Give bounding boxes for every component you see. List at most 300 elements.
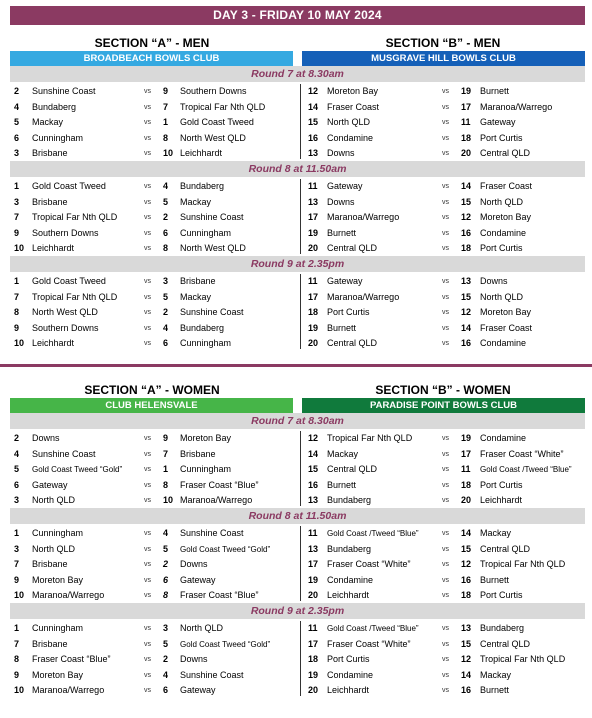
team-name: Brisbane (32, 196, 68, 207)
team-number: 8 (14, 654, 20, 664)
team-number: 1 (163, 117, 169, 127)
team-number: 2 (163, 654, 169, 664)
team-number: 4 (163, 528, 169, 538)
team-number: 18 (461, 243, 472, 253)
team-name: Gateway (327, 181, 363, 191)
match-row (301, 115, 586, 131)
team-name: Maranoa/Warrego (327, 291, 400, 302)
team-number: 19 (461, 433, 472, 443)
match-row (301, 336, 586, 352)
match-row (10, 637, 295, 653)
section-a-games (10, 274, 295, 352)
team-number: 1 (14, 276, 20, 286)
team-name: Downs (180, 654, 208, 664)
team-name: Sunshine Coast (180, 212, 244, 222)
versus-label: vs (442, 103, 449, 111)
round-games (10, 429, 585, 508)
versus-label: vs (144, 340, 151, 347)
team-number: 3 (14, 148, 20, 158)
match-row (301, 290, 586, 306)
team-name: Brisbane (32, 638, 68, 649)
team-number: 15 (461, 291, 472, 302)
versus-label: vs (442, 198, 449, 206)
section-a-games (10, 526, 295, 604)
versus-label: vs (144, 293, 151, 301)
team-number: 17 (461, 448, 472, 459)
team-number: 3 (163, 623, 169, 633)
match-row (10, 131, 295, 147)
team-number: 20 (461, 148, 472, 158)
team-number: 18 (461, 590, 472, 600)
team-name: Central QLD (327, 464, 378, 474)
section-a-games (10, 431, 295, 509)
team-number: 7 (14, 212, 20, 222)
section-b-games (300, 431, 586, 506)
team-name: Gateway (32, 479, 68, 490)
versus-label: vs (144, 278, 151, 285)
team-name: North QLD (327, 117, 371, 127)
team-name: Condamine (327, 669, 374, 680)
team-name: Tropical Far Nth QLD (180, 101, 266, 112)
versus-label: vs (442, 309, 449, 316)
match-row (10, 447, 295, 463)
round-header: Round 8 at 11.50am (10, 161, 585, 177)
team-number: 5 (163, 543, 169, 554)
versus-label: vs (442, 183, 449, 190)
versus-label: vs (442, 229, 449, 237)
match-row (301, 573, 586, 589)
team-name: Moreton Bay (180, 433, 232, 443)
match-row (301, 210, 586, 226)
team-name: North West QLD (180, 243, 246, 253)
team-name: Sunshine Coast (32, 86, 96, 96)
team-number: 7 (163, 101, 169, 112)
team-name: Maranoa/Warrego (32, 590, 105, 600)
match-row (10, 84, 295, 100)
team-name: Fraser Coast (480, 181, 533, 191)
versus-label: vs (442, 640, 449, 648)
section-b-games (300, 274, 586, 349)
team-number: 10 (14, 338, 25, 348)
team-number: 2 (14, 86, 20, 96)
team-name: Bundaberg (180, 322, 225, 333)
versus-label: vs (442, 592, 449, 599)
team-name: Gateway (480, 117, 516, 127)
team-number: 1 (14, 528, 20, 538)
versus-label: vs (442, 497, 449, 504)
team-name: Condamine (480, 227, 527, 238)
match-row (301, 493, 586, 509)
team-name: Sunshine Coast (180, 307, 244, 317)
team-name: Bundaberg (32, 101, 77, 112)
team-number: 4 (163, 181, 169, 191)
team-number: 19 (461, 86, 472, 96)
versus-label: vs (144, 150, 151, 157)
team-name: Condamine (327, 574, 374, 585)
team-number: 14 (461, 669, 472, 680)
team-name: Brisbane (180, 448, 216, 459)
team-name: Brisbane (180, 276, 216, 286)
team-name: Maranoa/Warrego (180, 495, 253, 505)
section-b-games (300, 621, 586, 696)
match-row (10, 526, 295, 542)
team-number: 15 (461, 638, 472, 649)
team-name: Central QLD (480, 148, 531, 158)
team-number: 5 (14, 117, 20, 127)
team-number: 14 (461, 528, 472, 538)
match-row (10, 621, 295, 637)
team-name: Moreton Bay (480, 307, 532, 317)
versus-label: vs (442, 293, 449, 301)
team-name: Mackay (180, 196, 212, 207)
team-name: North QLD (32, 543, 76, 554)
team-name: Cunningham (32, 132, 84, 143)
round-games (10, 272, 585, 351)
team-number: 14 (308, 101, 319, 112)
section-titles (10, 35, 585, 51)
section-b-title: SECTION “B” - WOMEN (375, 383, 511, 397)
match-row (301, 431, 586, 447)
versus-label: vs (442, 214, 449, 221)
versus-label: vs (442, 576, 449, 584)
versus-label: vs (144, 671, 151, 679)
section-a-club: BROADBEACH BOWLS CLUB (10, 51, 293, 66)
team-number: 10 (163, 495, 174, 505)
versus-label: vs (144, 576, 151, 584)
team-number: 13 (308, 543, 319, 554)
team-number: 8 (163, 479, 169, 490)
team-name: Cunningham (180, 227, 232, 238)
team-number: 8 (163, 132, 169, 143)
team-name: Sunshine Coast (180, 528, 244, 538)
versus-label: vs (144, 640, 151, 648)
versus-label: vs (144, 545, 151, 553)
team-name: Bundaberg (327, 495, 372, 505)
section-b-games (300, 179, 586, 254)
round-header: Round 7 at 8.30am (10, 413, 585, 429)
team-name: Cunningham (32, 528, 84, 538)
team-name: Sunshine Coast (180, 669, 244, 680)
team-name: Port Curtis (480, 479, 523, 490)
versus-label: vs (144, 497, 151, 504)
team-name: Condamine (480, 338, 527, 348)
team-name: Central QLD (480, 543, 531, 554)
match-row (301, 100, 586, 116)
team-name: Moreton Bay (32, 574, 84, 585)
versus-label: vs (144, 466, 151, 473)
match-row (301, 478, 586, 494)
team-name: Condamine (480, 433, 527, 443)
match-row (301, 447, 586, 463)
versus-label: vs (442, 625, 449, 632)
team-number: 16 (308, 132, 319, 143)
team-number: 15 (461, 196, 472, 207)
section-a-title: SECTION “A” - MEN (94, 36, 210, 50)
versus-label: vs (442, 545, 449, 553)
match-row (10, 195, 295, 211)
match-row (301, 637, 586, 653)
team-number: 16 (461, 574, 472, 585)
round-header: Round 7 at 8.30am (10, 66, 585, 82)
match-row (10, 321, 295, 337)
team-number: 4 (163, 669, 169, 680)
team-number: 20 (308, 590, 319, 600)
match-row (10, 226, 295, 242)
team-name: Maranoa/Warrego (480, 101, 553, 112)
team-number: 18 (461, 479, 472, 490)
versus-label: vs (442, 481, 449, 489)
team-number: 13 (308, 148, 319, 158)
versus-label: vs (442, 656, 449, 663)
team-number: 15 (308, 117, 319, 127)
team-number: 2 (163, 212, 169, 222)
match-row (10, 146, 295, 162)
team-name: Southern Downs (32, 227, 99, 238)
team-name: Fraser Coast “Blue” (180, 590, 259, 600)
team-name: Downs (32, 433, 60, 443)
versus-label: vs (144, 183, 151, 190)
team-number: 6 (163, 685, 169, 695)
versus-label: vs (144, 687, 151, 694)
team-name: Downs (480, 276, 508, 286)
team-number: 17 (308, 291, 319, 302)
versus-label: vs (144, 625, 151, 632)
team-name: Tropical Far Nth QLD (327, 433, 413, 443)
match-row (10, 668, 295, 684)
team-name: Burnett (327, 479, 357, 490)
team-number: 20 (308, 338, 319, 348)
team-name: Gateway (327, 276, 363, 286)
team-name: Fraser Coast “Blue” (180, 479, 259, 490)
team-name: Leichhardt (32, 338, 75, 348)
match-row (10, 241, 295, 257)
match-row (301, 146, 586, 162)
team-number: 20 (461, 495, 472, 505)
team-name: North QLD (480, 196, 524, 207)
team-number: 5 (14, 464, 20, 474)
team-name: Mackay (327, 448, 359, 459)
team-name: Leichhardt (32, 243, 75, 253)
team-name: Fraser Coast (327, 101, 380, 112)
versus-label: vs (144, 134, 151, 142)
team-number: 6 (163, 227, 169, 238)
round-header: Round 8 at 11.50am (10, 508, 585, 524)
team-number: 17 (461, 101, 472, 112)
versus-label: vs (442, 687, 449, 694)
match-row (301, 526, 586, 542)
versus-label: vs (144, 198, 151, 206)
versus-label: vs (144, 592, 151, 599)
match-row (301, 195, 586, 211)
team-name: Burnett (480, 86, 510, 96)
team-name: Cunningham (180, 464, 232, 474)
team-number: 17 (308, 638, 319, 649)
match-row (10, 336, 295, 352)
versus-label: vs (144, 214, 151, 221)
team-name: Central QLD (327, 338, 378, 348)
team-number: 18 (308, 654, 319, 664)
team-name: Maranoa/Warrego (327, 212, 400, 222)
team-name: Gold Coast /Tweed “Blue” (327, 624, 419, 633)
team-name: North QLD (180, 623, 224, 633)
team-number: 18 (308, 307, 319, 317)
team-number: 16 (461, 685, 472, 695)
team-number: 9 (14, 322, 20, 333)
team-name: North QLD (480, 291, 524, 302)
match-row (10, 542, 295, 558)
team-name: Central QLD (480, 638, 531, 649)
round-games (10, 82, 585, 161)
team-name: Port Curtis (480, 132, 523, 143)
team-number: 5 (163, 196, 169, 207)
versus-label: vs (144, 530, 151, 537)
versus-label: vs (442, 119, 449, 126)
team-name: Leichhardt (480, 495, 523, 505)
team-name: Burnett (327, 322, 357, 333)
team-number: 13 (308, 196, 319, 207)
versus-label: vs (442, 435, 449, 442)
versus-label: vs (144, 119, 151, 126)
team-name: Downs (180, 559, 208, 569)
team-name: Brisbane (32, 559, 68, 569)
match-row (10, 573, 295, 589)
team-number: 3 (14, 495, 20, 505)
team-number: 2 (14, 433, 20, 443)
team-number: 19 (308, 227, 319, 238)
team-name: Leichhardt (327, 685, 370, 695)
team-name: Downs (327, 148, 355, 158)
versus-label: vs (144, 324, 151, 332)
versus-label: vs (442, 88, 449, 95)
match-row (10, 431, 295, 447)
team-number: 16 (308, 479, 319, 490)
team-name: Gold Coast Tweed “Gold” (180, 544, 271, 554)
team-name: Port Curtis (480, 590, 523, 600)
versus-label: vs (442, 466, 449, 473)
round-games (10, 177, 585, 256)
team-name: Bundaberg (480, 623, 525, 633)
team-name: Downs (327, 196, 355, 207)
club-headers (10, 398, 585, 413)
match-row (301, 84, 586, 100)
team-name: Moreton Bay (480, 212, 532, 222)
team-name: Tropical Far Nth QLD (480, 654, 566, 664)
section-titles (10, 382, 585, 398)
match-row (10, 274, 295, 290)
team-number: 10 (163, 148, 174, 158)
team-number: 13 (308, 495, 319, 505)
team-number: 4 (163, 322, 169, 333)
match-row (10, 652, 295, 668)
team-name: Leichhardt (327, 590, 370, 600)
team-number: 10 (14, 243, 25, 253)
team-number: 7 (14, 291, 20, 302)
section-b-games (300, 84, 586, 159)
team-number: 14 (308, 448, 319, 459)
match-row (10, 290, 295, 306)
team-name: Mackay (480, 669, 512, 680)
team-number: 18 (461, 132, 472, 143)
team-name: North QLD (32, 495, 76, 505)
match-row (10, 588, 295, 604)
match-row (10, 493, 295, 509)
team-name: Gold Coast /Tweed “Blue” (327, 529, 419, 538)
team-number: 3 (14, 543, 20, 554)
team-number: 2 (163, 559, 169, 569)
round-games (10, 619, 585, 698)
section-b-games (300, 526, 586, 601)
team-number: 11 (308, 623, 318, 633)
team-number: 9 (163, 433, 169, 443)
match-row (301, 668, 586, 684)
versus-label: vs (442, 561, 449, 568)
team-number: 12 (308, 86, 319, 96)
team-name: Tropical Far Nth QLD (32, 291, 118, 302)
team-name: Fraser Coast “White” (327, 638, 411, 649)
round-header: Round 9 at 2.35pm (10, 256, 585, 272)
team-name: Mackay (480, 528, 512, 538)
versus-label: vs (144, 450, 151, 458)
day-banner: DAY 3 - FRIDAY 10 MAY 2024 (10, 6, 585, 25)
team-number: 11 (308, 181, 318, 191)
team-name: Sunshine Coast (32, 448, 96, 459)
team-number: 8 (163, 590, 169, 600)
team-name: Burnett (480, 574, 510, 585)
team-number: 11 (308, 528, 318, 538)
men-fixtures-section (10, 35, 585, 351)
team-number: 13 (461, 276, 472, 286)
section-b-title: SECTION “B” - MEN (385, 36, 501, 50)
women-fixtures-section (10, 382, 585, 698)
team-number: 2 (163, 307, 169, 317)
section-a-club: CLUB HELENSVALE (10, 398, 293, 413)
team-name: Mackay (32, 117, 64, 127)
section-a-games (10, 84, 295, 162)
team-number: 6 (14, 132, 20, 143)
team-number: 14 (461, 181, 472, 191)
team-number: 19 (308, 574, 319, 585)
team-number: 10 (14, 685, 25, 695)
match-row (10, 115, 295, 131)
match-row (301, 621, 586, 637)
team-number: 3 (14, 196, 20, 207)
team-number: 12 (461, 307, 472, 317)
match-row (301, 241, 586, 257)
match-row (10, 210, 295, 226)
team-number: 20 (308, 685, 319, 695)
team-number: 12 (461, 654, 472, 664)
versus-label: vs (144, 435, 151, 442)
team-name: Maranoa/Warrego (32, 685, 105, 695)
team-number: 5 (163, 638, 169, 649)
team-name: Fraser Coast “Blue” (32, 654, 111, 664)
match-row (301, 588, 586, 604)
match-row (10, 462, 295, 478)
team-number: 12 (461, 212, 472, 222)
versus-label: vs (442, 530, 449, 537)
versus-label: vs (442, 450, 449, 458)
team-name: Burnett (480, 685, 510, 695)
team-name: Port Curtis (327, 307, 370, 317)
team-number: 16 (461, 338, 472, 348)
team-number: 12 (308, 433, 319, 443)
match-row (301, 462, 586, 478)
team-number: 1 (14, 623, 20, 633)
team-number: 15 (461, 543, 472, 554)
match-row (301, 542, 586, 558)
team-name: Gold Coast Tweed (32, 276, 106, 286)
versus-label: vs (144, 481, 151, 489)
